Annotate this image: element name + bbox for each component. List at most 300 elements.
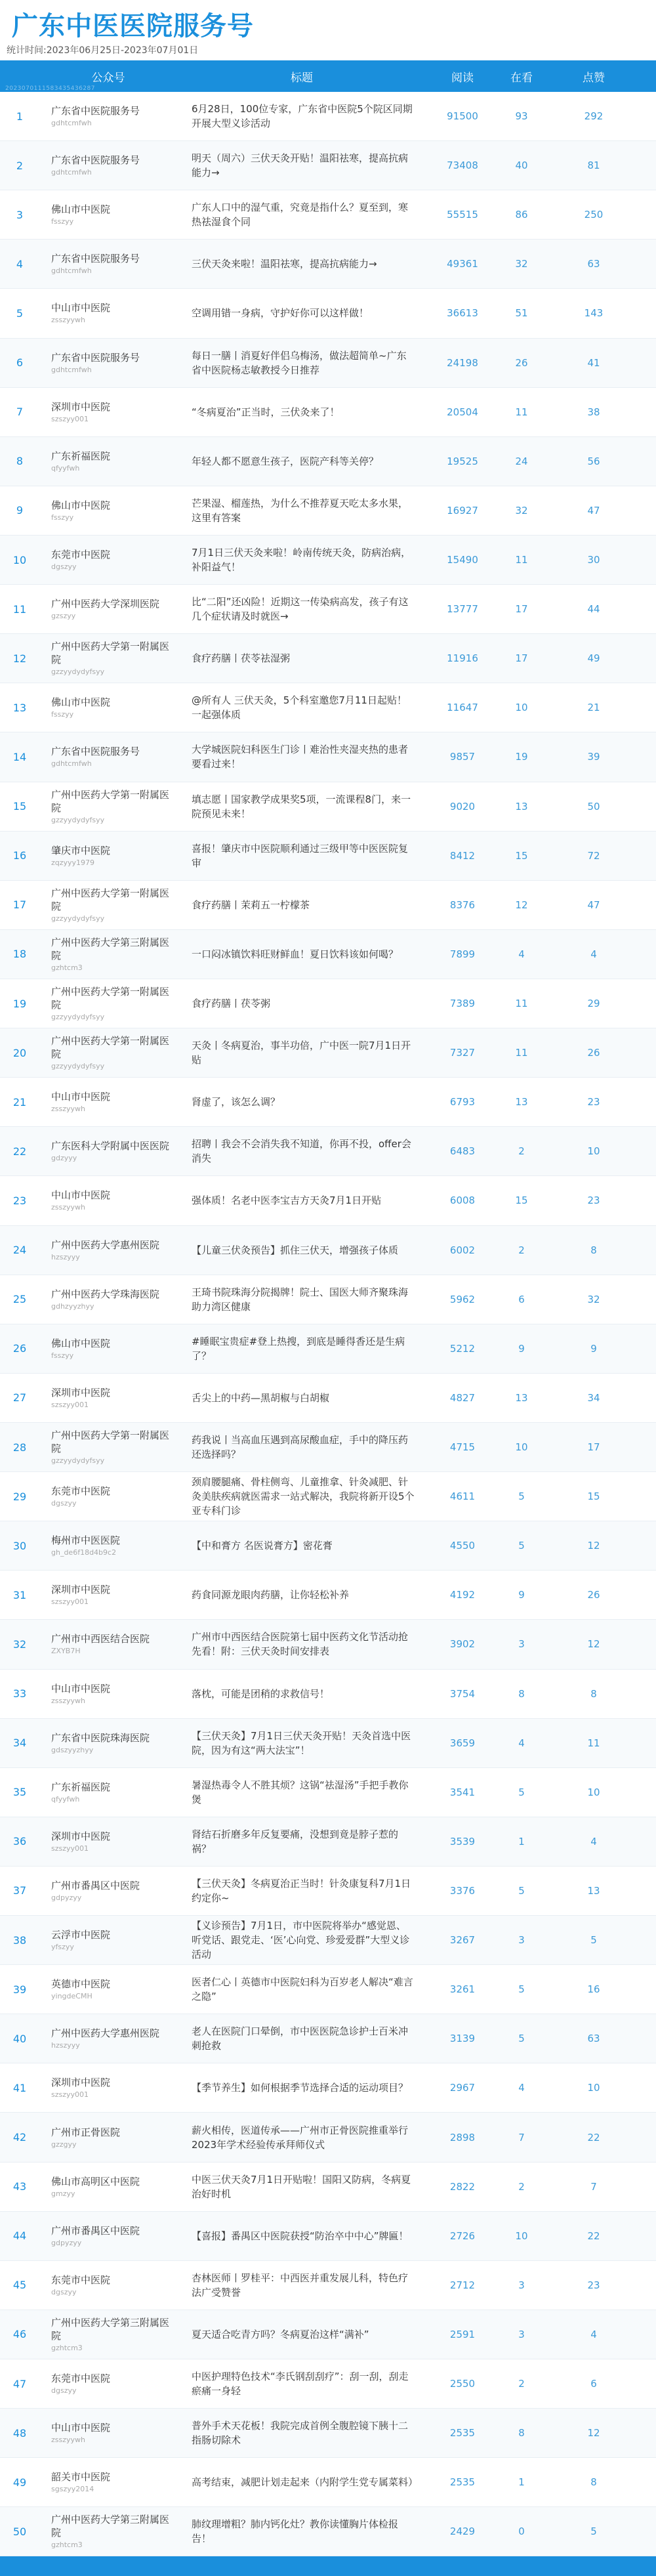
likes-count: 47 [587, 504, 600, 517]
table-row [0, 1916, 656, 1965]
account-name[interactable]: 佛山市中医院 [51, 203, 111, 216]
account-id: gdszyyzhyy [51, 1745, 94, 1754]
account-id: szszyy001 [51, 414, 89, 423]
looking-count: 8 [518, 2427, 525, 2439]
account-name[interactable]: 广州中医药大学第三附属医院 [51, 2514, 170, 2539]
reads-count: 3376 [449, 1884, 476, 1897]
looking-count: 15 [515, 849, 528, 862]
article-title[interactable]: 落枕，可能是团稍的求救信号！ [192, 1687, 330, 1700]
looking-count: 1 [518, 2476, 525, 2489]
reads-count: 11916 [447, 652, 478, 665]
account-id: yfszyy [51, 1943, 74, 1952]
account-name[interactable]: 深圳市中医院 [51, 1830, 111, 1842]
looking-count: 17 [515, 652, 528, 665]
account-name[interactable]: 广州中医药大学第一附属医院 [51, 1035, 170, 1061]
reads-count: 7899 [449, 948, 476, 960]
header-title: 标题 [291, 71, 313, 85]
looking-count: 19 [515, 751, 528, 763]
account-name[interactable]: 广州中医药大学惠州医院 [51, 2027, 160, 2040]
table-row [0, 289, 656, 338]
account-name[interactable]: 广东省中医院服务号 [51, 351, 140, 364]
article-title[interactable]: 三伏天灸来啦！温阳祛寒，提高抗病能力→ [192, 258, 377, 270]
article-title[interactable]: 中医三伏天灸7月1日开贴啦！国阳又防病，冬病夏治好时机 [192, 2173, 411, 2200]
account-name[interactable]: 广州市番禺区中医院 [51, 2224, 140, 2237]
date-range: 统计时间:2023年06月25日-2023年07月01日 [7, 45, 199, 56]
account-id: fsszyy [51, 217, 74, 226]
account-id: gzhtcm3 [51, 963, 83, 972]
account-name[interactable]: 广东省中医院珠海医院 [51, 1731, 150, 1744]
page-footer [0, 2556, 656, 2576]
table-row [0, 2063, 656, 2113]
article-title[interactable]: 招聘丨我会不会消失我不知道，你再不投，offer会消失 [192, 1138, 411, 1165]
row-index: 27 [12, 1391, 27, 1404]
reads-count: 4611 [449, 1490, 476, 1503]
reads-count: 91500 [447, 110, 478, 123]
likes-count: 56 [587, 455, 600, 467]
table-row [0, 190, 656, 240]
likes-count: 12 [587, 2427, 600, 2439]
article-title[interactable]: 医者仁心丨英德市中医院妇科为百岁老人解决“难言之隐” [192, 1976, 413, 2003]
account-cell [39, 499, 177, 522]
row-index: 13 [12, 701, 27, 714]
looking-count: 5 [518, 1490, 525, 1503]
article-title[interactable]: 普外手术天花板！我院完成首例全腹腔镜下胰十二指肠切除术 [192, 2420, 409, 2447]
account-name[interactable]: 广东祈福医院 [51, 1781, 111, 1793]
row-index: 49 [12, 2476, 27, 2489]
account-name[interactable]: 中山市中医院 [51, 1189, 111, 1202]
account-id: gdhtcmfwh [51, 759, 92, 769]
article-title[interactable]: 药我说丨当高血压遇到高尿酸血症，手中的降压药还选择吗？ [192, 1434, 409, 1460]
account-name[interactable]: 云浮市中医院 [51, 1929, 111, 1941]
likes-count: 22 [587, 2131, 600, 2143]
table-row [0, 1176, 656, 1225]
account-id: zqzyyy1979 [51, 858, 95, 867]
account-name[interactable]: 广州市正骨医院 [51, 2126, 121, 2138]
reads-count: 15490 [447, 554, 478, 566]
account-name[interactable]: 佛山市中医院 [51, 1337, 111, 1349]
account-id: gdzyyy [51, 1154, 77, 1163]
account-id: dgszyy [51, 1499, 77, 1508]
reads-count: 4192 [449, 1589, 476, 1601]
table-row [0, 1374, 656, 1423]
row-index: 42 [12, 2131, 27, 2144]
article-title[interactable]: 填志愿丨国家教学成果奖5项，一流课程8门，来一院预见未来！ [192, 793, 411, 820]
account-cell [39, 1485, 177, 1508]
header-account: 公众号 [91, 71, 125, 85]
row-index: 22 [12, 1145, 27, 1158]
table-row [0, 437, 656, 486]
article-title[interactable]: 7月1日三伏天灸来啦！岭南传统天灸，防病治病，补阳益气！ [192, 547, 411, 574]
account-cell [39, 788, 177, 825]
table-row [0, 339, 656, 388]
likes-count: 30 [587, 554, 600, 566]
likes-count: 32 [587, 1293, 600, 1305]
likes-count: 13 [587, 1884, 600, 1897]
account-name[interactable]: 广州中医药大学第一附属医院 [51, 788, 170, 814]
reads-count: 11647 [447, 702, 478, 714]
account-name[interactable]: 中山市中医院 [51, 2422, 111, 2434]
looking-count: 13 [515, 1391, 528, 1404]
looking-count: 3 [518, 2328, 525, 2340]
account-cell [39, 1682, 177, 1706]
row-index: 46 [12, 2328, 27, 2341]
likes-count: 41 [587, 356, 600, 369]
likes-count: 22 [587, 2229, 600, 2242]
header-reads: 阅读 [451, 71, 474, 85]
reads-count: 16927 [447, 504, 478, 517]
article-title[interactable]: 食疗药膳丨茉莉五一柠檬茶 [192, 898, 310, 911]
account-name[interactable]: 广州中医药大学珠海医院 [51, 1288, 160, 1300]
likes-count: 38 [587, 406, 600, 418]
article-title[interactable]: 舌尖上的中药—黑胡椒与白胡椒 [192, 1391, 330, 1404]
likes-count: 8 [590, 1244, 597, 1256]
account-cell [39, 1238, 177, 1262]
account-cell [39, 1879, 177, 1903]
account-cell [39, 1090, 177, 1114]
account-cell [39, 351, 177, 375]
article-title[interactable]: 【义诊预告】7月1日，市中医院将举办“感觉恩、听党话、跟党走、‘医’心向党、珍爱爱群”大型义诊活动 [192, 1920, 410, 1961]
account-name[interactable]: 广东省中医院服务号 [51, 253, 140, 265]
account-name[interactable]: 广东省中医院服务号 [51, 746, 140, 758]
account-id: gdpyzyy [51, 2238, 82, 2247]
looking-count: 1 [518, 1835, 525, 1848]
table-row [0, 2507, 656, 2556]
table-row [0, 1867, 656, 1916]
account-id: gzzyydydyfsyy [51, 914, 105, 923]
looking-count: 5 [518, 1540, 525, 1552]
row-index: 33 [12, 1687, 27, 1700]
article-title[interactable]: 薪火相传，医道传承——广州市正骨医院推重举行2023年学术经验传承拜师仪式 [192, 2124, 409, 2151]
table-row [0, 1670, 656, 1719]
likes-count: 63 [587, 2033, 600, 2045]
likes-count: 6 [590, 2378, 597, 2390]
account-name[interactable]: 广州中医药大学第一附属医院 [51, 641, 170, 666]
account-name[interactable]: 东莞市中医院 [51, 1485, 111, 1498]
account-name[interactable]: 东莞市中医院 [51, 549, 111, 561]
reads-count: 6008 [449, 1194, 476, 1207]
account-name[interactable]: 广州市中西医结合医院 [51, 1633, 150, 1645]
reads-count: 73408 [447, 159, 478, 172]
article-title[interactable]: “冬病夏治”正当时，三伏灸来了！ [192, 406, 340, 418]
article-title[interactable]: 肾虚了，该怎么调？ [192, 1096, 281, 1109]
account-name[interactable]: 广州中医药大学第一附属医院 [51, 986, 170, 1011]
account-name[interactable]: 广州中医药大学深圳医院 [51, 598, 160, 610]
reads-count: 2898 [449, 2131, 476, 2143]
article-title[interactable]: 【喜报】番禺区中医院获授“防治卒中中心”牌匾！ [192, 2229, 409, 2242]
reads-count: 55515 [447, 209, 478, 221]
likes-count: 4 [590, 2328, 597, 2340]
article-title[interactable]: 比“二阳”还凶险！近期这一传染病高发，孩子有这几个症状请及时就医→ [192, 596, 409, 623]
account-cell [39, 1288, 177, 1311]
account-cell [39, 1830, 177, 1853]
account-id: sgszyy2014 [51, 2485, 94, 2494]
article-title[interactable]: 王琦书院珠海分院揭牌！院士、国医大师齐聚珠海 助力湾区健康 [192, 1286, 409, 1313]
article-title[interactable]: 高考结束，减肥计划走起来（内附学生党专属菜料） [192, 2476, 419, 2489]
looking-count: 2 [518, 2180, 525, 2193]
account-cell [39, 400, 177, 424]
account-cell [39, 1034, 177, 1071]
account-name[interactable]: 广州市番禺区中医院 [51, 1879, 140, 1891]
account-id: fsszyy [51, 513, 74, 522]
article-title[interactable]: #睡眠宝贵症#登上热搜，到底是睡得香还是生病了？ [192, 1335, 405, 1362]
account-name[interactable]: 中山市中医院 [51, 1682, 111, 1695]
row-index: 35 [12, 1786, 27, 1799]
article-title[interactable]: 【三伏天灸】冬病夏治正当时！针灸康复科7月1日约定你~ [192, 1877, 411, 1904]
likes-count: 12 [587, 1540, 600, 1552]
account-id: zsszyywh [51, 1105, 85, 1114]
row-index: 30 [12, 1539, 27, 1552]
reads-count: 19525 [447, 455, 478, 467]
account-name[interactable]: 东莞市中医院 [51, 2273, 111, 2286]
reads-count: 3539 [449, 1835, 476, 1848]
looking-count: 93 [515, 110, 528, 123]
account-id: szszyy001 [51, 2090, 89, 2100]
likes-count: 26 [587, 1589, 600, 1601]
looking-count: 3 [518, 1934, 525, 1947]
article-title[interactable]: 喜报！肇庆市中医院顺利通过三级甲等中医医院复审 [192, 842, 409, 869]
reads-count: 6002 [449, 1244, 476, 1256]
account-name[interactable]: 梅州市中医医院 [51, 1534, 121, 1547]
account-name[interactable]: 英德市中医院 [51, 1978, 111, 1991]
account-id: ZXYB7H [51, 1647, 81, 1656]
reads-count: 6793 [449, 1096, 476, 1109]
account-name[interactable]: 广州中医药大学惠州医院 [51, 1238, 160, 1251]
reads-count: 8412 [449, 849, 476, 862]
likes-count: 34 [587, 1391, 600, 1404]
looking-count: 5 [518, 1983, 525, 1996]
likes-count: 44 [587, 603, 600, 616]
account-cell [39, 1189, 177, 1212]
reads-count: 6483 [449, 1145, 476, 1158]
article-title[interactable]: 【三伏天灸】7月1日三伏天灸开贴！天灸首选中医院，因为有这“两大法宝”！ [192, 1729, 411, 1756]
table-row [0, 1127, 656, 1176]
row-index: 48 [12, 2426, 27, 2439]
account-cell [39, 2316, 177, 2353]
table-row [0, 1472, 656, 1521]
article-title[interactable]: 大学城医院妇科医生门诊丨难治性夹湿夹热的患者要看过来！ [192, 744, 409, 771]
looking-count: 6 [518, 1293, 525, 1305]
likes-count: 143 [584, 307, 604, 320]
account-cell [39, 887, 177, 923]
reads-count: 3139 [449, 2033, 476, 2045]
article-title[interactable]: 广东人口中的湿气重，究竟是指什么？夏至到，寒热祛湿食个同 [192, 201, 409, 228]
article-title[interactable]: 【中和膏方 名医说膏方】密花膏 [192, 1540, 333, 1552]
looking-count: 0 [518, 2525, 525, 2538]
article-title[interactable]: 中医护理特色技术“李氏钢刮刮疗”：刮一刮，刮走瘀痛一身轻 [192, 2371, 409, 2397]
row-index: 21 [12, 1095, 27, 1109]
table-row [0, 1719, 656, 1768]
article-title[interactable]: 明天（周六）三伏天灸开贴！温阳祛寒，提高抗病能力→ [192, 152, 409, 179]
account-id: gzhtcm3 [51, 2541, 83, 2550]
account-id: gzzyydydyfsyy [51, 667, 105, 677]
account-name[interactable]: 佛山市中医院 [51, 696, 111, 709]
account-cell [39, 154, 177, 177]
account-cell [39, 985, 177, 1022]
row-index: 41 [12, 2081, 27, 2094]
account-cell [39, 2126, 177, 2149]
reads-count: 2535 [449, 2476, 476, 2489]
table-header [0, 60, 656, 92]
account-cell [39, 1386, 177, 1410]
reads-count: 49361 [447, 258, 478, 270]
looking-count: 11 [515, 406, 528, 418]
reads-count: 2726 [449, 2229, 476, 2242]
table-row [0, 2113, 656, 2162]
account-name[interactable]: 深圳市中医院 [51, 1386, 111, 1399]
likes-count: 4 [590, 948, 597, 960]
table-row [0, 683, 656, 732]
row-index: 37 [12, 1884, 27, 1897]
account-name[interactable]: 广州中医药大学第三附属医院 [51, 2316, 170, 2342]
account-id: hzszyyy [51, 1252, 80, 1261]
likes-count: 29 [587, 998, 600, 1010]
table-row [0, 979, 656, 1028]
account-name[interactable]: 肇庆市中医院 [51, 844, 111, 856]
article-title[interactable]: 肺纹理增粗？肺内钙化灶？教你读懂胸片体检报告！ [192, 2518, 399, 2545]
likes-count: 5 [590, 1934, 597, 1947]
looking-count: 40 [515, 159, 528, 172]
article-title[interactable]: 芒果湿、榴莲热，为什么不推荐夏天吃太多水果，这里有答案 [192, 497, 409, 524]
article-title[interactable]: 肾结石折磨多年反复要痛，没想到竟是脖子惹的祸？ [192, 1828, 399, 1855]
row-index: 25 [12, 1293, 27, 1306]
row-index: 11 [12, 602, 27, 616]
reads-count: 2822 [449, 2180, 476, 2193]
table-row [0, 930, 656, 979]
account-cell [39, 1928, 177, 1952]
article-title[interactable]: 强体质！名老中医李宝吉方天灸7月1日开贴 [192, 1194, 382, 1207]
article-title[interactable]: 夏天适合吃青方吗？冬病夏治这样“满补” [192, 2328, 369, 2340]
row-index: 2 [16, 159, 24, 172]
account-id: dgszyy [51, 562, 77, 572]
article-title[interactable]: 老人在医院门口晕倒，市中医医院急诊护士百米冲刺抢救 [192, 2025, 409, 2052]
looking-count: 4 [518, 1737, 525, 1749]
likes-count: 11 [587, 1737, 600, 1749]
article-title[interactable]: 药食同源龙眼肉药膳，让你轻松补养 [192, 1589, 350, 1601]
likes-count: 9 [590, 1342, 597, 1355]
account-name[interactable]: 广州中医药大学第一附属医院 [51, 887, 170, 912]
account-id: szszyy001 [51, 1597, 89, 1607]
likes-count: 23 [587, 1194, 600, 1207]
account-name[interactable]: 广东医科大学附属中医医院 [51, 1140, 170, 1152]
article-title[interactable]: 食疗药膳丨茯苓粥 [192, 998, 271, 1010]
account-name[interactable]: 广东祈福医院 [51, 450, 111, 462]
account-name[interactable]: 广州中医药大学第一附属医院 [51, 1429, 170, 1454]
account-cell [39, 1429, 177, 1466]
looking-count: 32 [515, 258, 528, 270]
row-index: 17 [12, 898, 27, 912]
article-title[interactable]: 6月28日，100位专家，广东省中医院5个院区同期开展大型义诊活动 [192, 103, 413, 130]
row-index: 38 [12, 1933, 27, 1947]
account-name[interactable]: 广州中医药大学第三附属医院 [51, 936, 170, 961]
row-index: 5 [16, 306, 24, 320]
account-id: gzzgyy [51, 2140, 77, 2149]
row-index: 36 [12, 1835, 27, 1848]
looking-count: 2 [518, 1244, 525, 1256]
article-title[interactable]: 【季节养生】如何根据季节选择合适的运动项目？ [192, 2082, 409, 2094]
table-row [0, 1620, 656, 1669]
article-title[interactable]: 年轻人都不愿意生孩子，医院产科等关停？ [192, 455, 379, 467]
likes-count: 26 [587, 1047, 600, 1059]
looking-count: 3 [518, 1638, 525, 1651]
likes-count: 7 [590, 2180, 597, 2193]
table-row [0, 1768, 656, 1817]
looking-count: 8 [518, 1687, 525, 1700]
account-name[interactable]: 深圳市中医院 [51, 400, 111, 413]
row-index: 12 [12, 652, 27, 665]
looking-count: 13 [515, 1096, 528, 1109]
account-name[interactable]: 广东省中医院服务号 [51, 154, 140, 167]
looking-count: 5 [518, 1884, 525, 1897]
looking-count: 13 [515, 800, 528, 813]
account-cell [39, 1337, 177, 1361]
likes-count: 39 [587, 751, 600, 763]
account-id: szszyy001 [51, 1844, 89, 1853]
article-title[interactable]: 颈肩腰腿痛、骨柱侧弯、儿童推拿、针灸减肥、针灸美肤疾病就医需求一站式解决，我院将新开设5个亚专科门诊 [192, 1476, 415, 1517]
article-title[interactable]: @所有人 三伏天灸，5个科室邀您7月11日起贴！一起强体质 [192, 694, 407, 721]
row-index: 32 [12, 1637, 27, 1651]
account-cell [39, 2224, 177, 2248]
article-title[interactable]: 【儿童三伏灸预告】抓住三伏天，增强孩子体质 [192, 1244, 399, 1256]
reads-count: 13777 [447, 603, 478, 616]
table-row [0, 536, 656, 585]
article-title[interactable]: 暑湿热毒令人不胜其烦？这锅“祛湿汤”手把手教你煲 [192, 1779, 409, 1805]
account-name[interactable]: 中山市中医院 [51, 1091, 111, 1103]
account-cell [39, 2027, 177, 2050]
looking-count: 9 [518, 1342, 525, 1355]
account-name[interactable]: 东莞市中医院 [51, 2373, 111, 2385]
likes-count: 4 [590, 1835, 597, 1848]
account-name[interactable]: 广东省中医院服务号 [51, 105, 140, 117]
article-title[interactable]: 每日一膳丨消夏好伴侣乌梅汤，做法超简单~广东省中医院杨志敏教授今日推荐 [192, 349, 407, 376]
account-cell [39, 1583, 177, 1607]
reads-count: 2550 [449, 2378, 476, 2390]
row-index: 15 [12, 800, 27, 813]
account-cell [39, 844, 177, 868]
header-looking: 在看 [510, 71, 533, 85]
row-index: 47 [12, 2377, 27, 2390]
article-title[interactable]: 一口闷冰镇饮料旺财鲜血！夏日饮料该如何喝？ [192, 948, 399, 960]
table-row [0, 2458, 656, 2507]
account-id: gdhtcmfwh [51, 266, 92, 276]
likes-count: 21 [587, 702, 600, 714]
account-name[interactable]: 佛山市中医院 [51, 499, 111, 511]
article-title[interactable]: 杏林医师丨罗桂平：中西医并重发展儿科，特色疗法广受赞誉 [192, 2271, 409, 2298]
table-row [0, 1078, 656, 1127]
article-title[interactable]: 空调用错一身病，守护好你可以这样做！ [192, 307, 369, 320]
looking-count: 5 [518, 2033, 525, 2045]
reads-count: 4715 [449, 1441, 476, 1453]
reads-count: 20504 [447, 406, 478, 418]
account-cell [39, 1534, 177, 1557]
account-id: gzhtcm3 [51, 2343, 83, 2352]
article-title[interactable]: 天灸丨冬病夏治，事半功倍，广中医一院7月1日开贴 [192, 1040, 411, 1066]
article-title[interactable]: 食疗药膳丨茯苓祛湿粥 [192, 652, 291, 665]
article-title[interactable]: 广州市中西医结合医院第七届中医药文化节活动抢先看！附：三伏天灸时间安排表 [192, 1631, 409, 1658]
account-name[interactable]: 深圳市中医院 [51, 1584, 111, 1596]
reads-count: 3541 [449, 1786, 476, 1798]
table-row [0, 1521, 656, 1571]
account-cell [39, 2513, 177, 2550]
account-id: gdhtcmfwh [51, 365, 92, 374]
reads-count: 2429 [449, 2525, 476, 2538]
account-name[interactable]: 中山市中医院 [51, 302, 111, 314]
likes-count: 63 [587, 258, 600, 270]
account-cell [39, 640, 177, 677]
account-cell [39, 1139, 177, 1163]
account-name[interactable]: 深圳市中医院 [51, 2077, 111, 2089]
account-name[interactable]: 韶关市中医院 [51, 2471, 111, 2483]
account-name[interactable]: 佛山市高明区中医院 [51, 2175, 140, 2187]
